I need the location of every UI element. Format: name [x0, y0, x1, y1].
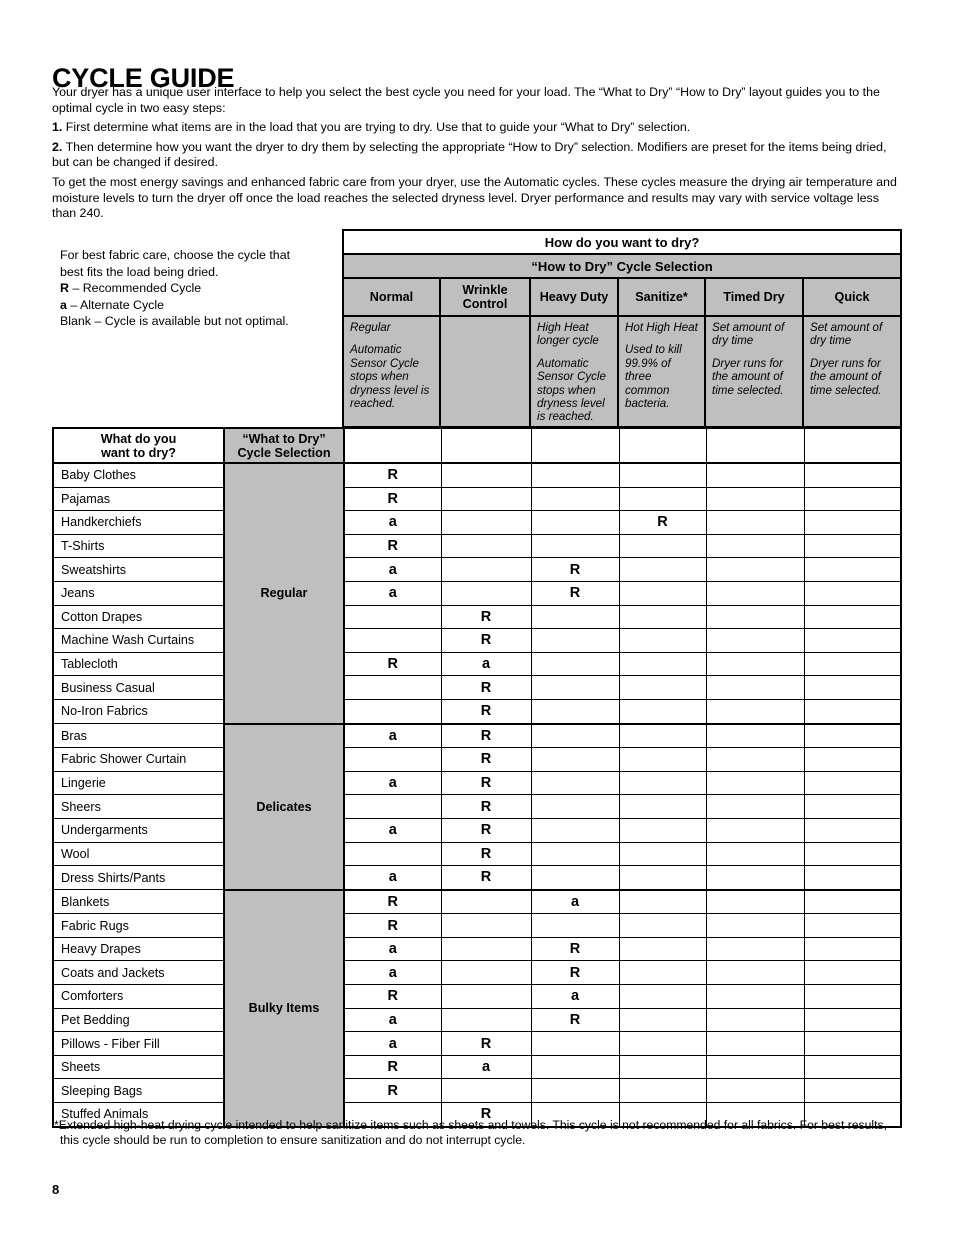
matrix-cell-blankets-normal: R: [344, 890, 441, 914]
matrix-cell-business-casual-timed-dry: [706, 676, 804, 700]
matrix-cell-tablecloth-timed-dry: [706, 652, 804, 676]
matrix-cell-machine-wash-curtains-heavy-duty: [531, 629, 619, 653]
matrix-cell-lingerie-heavy-duty: [531, 771, 619, 795]
matrix-cell-no-iron-fabrics-sanitize: [619, 699, 706, 723]
table-row: [53, 724, 901, 748]
table-row: [53, 605, 901, 629]
matrix-cell-t-shirts-heavy-duty: [531, 534, 619, 558]
matrix-cell-fabric-rugs-quick: [804, 914, 901, 938]
matrix-cell-business-casual-normal: [344, 676, 441, 700]
matrix-cell-dress-shirts-pants-normal: a: [344, 866, 441, 890]
matrix-cell-machine-wash-curtains-sanitize: [619, 629, 706, 653]
matrix-cell-fabric-shower-curtain-sanitize: [619, 748, 706, 772]
matrix-item-bras: Bras: [53, 724, 224, 748]
legend-r-text: – Recommended Cycle: [68, 281, 202, 296]
footnote: *Extended high-heat drying cycle intended to help sanitize items such as sheets and towels. This cycle is not recommended for all fabrics. For best results, this cycle should be run to completion to ensure sanitization and do not interrupt cycle.: [54, 1118, 888, 1148]
matrix-cell-t-shirts-sanitize: [619, 534, 706, 558]
matrix-cell-sleeping-bags-timed-dry: [706, 1079, 804, 1103]
matrix-cell-pet-bedding-normal: a: [344, 1008, 441, 1032]
matrix-cell-sheets-heavy-duty: [531, 1055, 619, 1079]
table-row: [53, 937, 901, 961]
matrix-item-undergarments: Undergarments: [53, 818, 224, 842]
how-to-dry-table: [342, 229, 902, 428]
matrix-cell-sleeping-bags-wrinkle-control: [441, 1079, 531, 1103]
step-one-text: First determine what items are in the load that you are trying to dry. Use that to guide your “What to Dry” selection.: [65, 120, 691, 135]
matrix-cell-sweatshirts-wrinkle-control: [441, 558, 531, 582]
matrix-cell-coats-and-jackets-timed-dry: [706, 961, 804, 985]
matrix-cell-t-shirts-quick: [804, 534, 901, 558]
matrix-header-group-line-1: “What to Dry”: [242, 431, 326, 446]
matrix-cell-cotton-drapes-timed-dry: [706, 605, 804, 629]
matrix-cell-heavy-drapes-normal: a: [344, 937, 441, 961]
matrix-header-group-line-2: Cycle Selection: [237, 445, 331, 460]
matrix-cell-jeans-quick: [804, 581, 901, 605]
how-column-header-wrinkle-control: Wrinkle Control: [440, 278, 530, 316]
how-description-gap: [350, 334, 434, 343]
matrix-cell-sleeping-bags-quick: [804, 1079, 901, 1103]
matrix-cell-t-shirts-normal: R: [344, 534, 441, 558]
how-column-description-normal: [343, 316, 440, 427]
matrix-cell-bras-timed-dry: [706, 724, 804, 748]
matrix-cell-undergarments-timed-dry: [706, 818, 804, 842]
matrix-cell-handkerchiefs-normal: a: [344, 511, 441, 535]
matrix-cell-no-iron-fabrics-heavy-duty: [531, 699, 619, 723]
matrix-group-label-delicates: Delicates: [224, 724, 344, 890]
how-description-heat-sanitize: Hot High Heat: [625, 321, 698, 334]
matrix-cell-sheers-timed-dry: [706, 795, 804, 819]
matrix-cell-handkerchiefs-wrinkle-control: [441, 511, 531, 535]
matrix-cell-coats-and-jackets-normal: a: [344, 961, 441, 985]
matrix-cell-heavy-drapes-quick: [804, 937, 901, 961]
matrix-item-baby-clothes: Baby Clothes: [53, 463, 224, 487]
matrix-cell-jeans-normal: a: [344, 581, 441, 605]
matrix-cell-handkerchiefs-timed-dry: [706, 511, 804, 535]
table-row: [53, 1008, 901, 1032]
matrix-cell-lingerie-quick: [804, 771, 901, 795]
intro-paragraph-4: To get the most energy savings and enhanced fabric care from your dryer, use the Automatic cycles. These cycles measure the drying air temperature and moisture levels to turn the dryer off once the load reaches the selected dryness level. Dryer performance and results may vary with service voltage less than 240.: [52, 174, 897, 221]
matrix-cell-dress-shirts-pants-quick: [804, 866, 901, 890]
matrix-cell-pet-bedding-timed-dry: [706, 1008, 804, 1032]
matrix-cell-business-casual-wrinkle-control: R: [441, 676, 531, 700]
table-row: [53, 699, 901, 723]
how-description-heat-normal: Regular: [350, 321, 391, 334]
matrix-cell-comforters-heavy-duty: a: [531, 985, 619, 1009]
matrix-item-comforters: Comforters: [53, 985, 224, 1009]
matrix-cell-baby-clothes-heavy-duty: [531, 463, 619, 487]
legend-intro-line-2: best fits the load being dried.: [60, 264, 219, 279]
matrix-cell-pillows-fiber-fill-heavy-duty: [531, 1032, 619, 1056]
how-column-description-heavy-duty: [530, 316, 618, 427]
matrix-cell-jeans-timed-dry: [706, 581, 804, 605]
matrix-cell-dress-shirts-pants-heavy-duty: [531, 866, 619, 890]
matrix-cell-bras-heavy-duty: [531, 724, 619, 748]
matrix-cell-pillows-fiber-fill-quick: [804, 1032, 901, 1056]
table-row: [53, 581, 901, 605]
matrix-cell-wool-normal: [344, 842, 441, 866]
matrix-cell-blankets-quick: [804, 890, 901, 914]
matrix-item-blankets: Blankets: [53, 890, 224, 914]
matrix-cell-coats-and-jackets-sanitize: [619, 961, 706, 985]
how-column-header-sanitize: Sanitize*: [618, 278, 705, 316]
matrix-header-spacer-quick: [804, 428, 901, 463]
matrix-cell-sweatshirts-timed-dry: [706, 558, 804, 582]
table-row: [53, 629, 901, 653]
matrix-cell-blankets-sanitize: [619, 890, 706, 914]
matrix-cell-baby-clothes-timed-dry: [706, 463, 804, 487]
how-description-body-quick: Dryer runs for the amount of time selected.: [810, 356, 882, 397]
table-row: [53, 961, 901, 985]
matrix-cell-pet-bedding-quick: [804, 1008, 901, 1032]
table-row: [53, 1032, 901, 1056]
how-banner: How do you want to dry?: [343, 230, 901, 254]
matrix-cell-fabric-shower-curtain-timed-dry: [706, 748, 804, 772]
matrix-group-label-regular: Regular: [224, 463, 344, 724]
matrix-cell-pajamas-normal: R: [344, 487, 441, 511]
matrix-cell-handkerchiefs-heavy-duty: [531, 511, 619, 535]
matrix-item-stuffed-animals: Stuffed Animals: [53, 1103, 224, 1127]
matrix-cell-tablecloth-sanitize: [619, 652, 706, 676]
how-column-description-wrinkle-control: [440, 316, 530, 427]
matrix-cell-sweatshirts-heavy-duty: R: [531, 558, 619, 582]
page-number: 8: [52, 1182, 60, 1197]
intro-text-block: [52, 85, 898, 226]
matrix-cell-fabric-shower-curtain-wrinkle-control: R: [441, 748, 531, 772]
matrix-cell-sheers-wrinkle-control: R: [441, 795, 531, 819]
matrix-cell-machine-wash-curtains-normal: [344, 629, 441, 653]
matrix-cell-fabric-shower-curtain-quick: [804, 748, 901, 772]
table-row: [53, 1079, 901, 1103]
matrix-cell-cotton-drapes-normal: [344, 605, 441, 629]
matrix-cell-comforters-normal: R: [344, 985, 441, 1009]
how-description-gap: [810, 348, 895, 357]
how-description-gap: [625, 334, 699, 343]
matrix-cell-bras-normal: a: [344, 724, 441, 748]
how-description-body-sanitize: Used to kill 99.9% of three common bacteria.: [625, 343, 682, 411]
table-row: [53, 866, 901, 890]
matrix-cell-sweatshirts-sanitize: [619, 558, 706, 582]
page-title: CYCLE GUIDE: [52, 63, 235, 94]
matrix-header-spacer-normal: [344, 428, 441, 463]
matrix-item-dress-shirts-pants: Dress Shirts/Pants: [53, 866, 224, 890]
matrix-group-label-bulky-items: Bulky Items: [224, 890, 344, 1127]
matrix-cell-wool-timed-dry: [706, 842, 804, 866]
matrix-cell-heavy-drapes-sanitize: [619, 937, 706, 961]
matrix-cell-handkerchiefs-sanitize: R: [619, 511, 706, 535]
matrix-item-sheers: Sheers: [53, 795, 224, 819]
matrix-cell-fabric-rugs-normal: R: [344, 914, 441, 938]
matrix-cell-dress-shirts-pants-timed-dry: [706, 866, 804, 890]
matrix-cell-pajamas-timed-dry: [706, 487, 804, 511]
matrix-item-cotton-drapes: Cotton Drapes: [53, 605, 224, 629]
matrix-item-sweatshirts: Sweatshirts: [53, 558, 224, 582]
matrix-cell-machine-wash-curtains-quick: [804, 629, 901, 653]
table-row: [53, 818, 901, 842]
matrix-cell-sheets-normal: R: [344, 1055, 441, 1079]
matrix-cell-heavy-drapes-wrinkle-control: [441, 937, 531, 961]
how-description-body-normal: Automatic Sensor Cycle stops when dryness level is reached.: [350, 343, 430, 411]
legend-a-key: a: [60, 297, 67, 312]
legend-a-text: – Alternate Cycle: [66, 297, 165, 312]
how-column-header-timed-dry: Timed Dry: [705, 278, 803, 316]
legend-r-key: R: [60, 281, 69, 296]
how-subbanner: “How to Dry” Cycle Selection: [343, 254, 901, 278]
matrix-cell-business-casual-quick: [804, 676, 901, 700]
matrix-cell-sheers-quick: [804, 795, 901, 819]
matrix-cell-no-iron-fabrics-normal: [344, 699, 441, 723]
table-row: [53, 771, 901, 795]
matrix-header-item-line-1: What do you: [100, 431, 177, 446]
matrix-header-row: [53, 428, 901, 463]
matrix-cell-pillows-fiber-fill-timed-dry: [706, 1032, 804, 1056]
matrix-cell-fabric-rugs-heavy-duty: [531, 914, 619, 938]
matrix-cell-sheers-heavy-duty: [531, 795, 619, 819]
matrix-item-business-casual: Business Casual: [53, 676, 224, 700]
table-row: [53, 748, 901, 772]
matrix-cell-sleeping-bags-heavy-duty: [531, 1079, 619, 1103]
matrix-cell-lingerie-normal: a: [344, 771, 441, 795]
matrix-cell-undergarments-sanitize: [619, 818, 706, 842]
matrix-cell-wool-heavy-duty: [531, 842, 619, 866]
how-description-heat-timed-dry: Set amount of dry time: [712, 321, 785, 348]
matrix-cell-pillows-fiber-fill-wrinkle-control: R: [441, 1032, 531, 1056]
matrix-item-machine-wash-curtains: Machine Wash Curtains: [53, 629, 224, 653]
matrix-item-fabric-rugs: Fabric Rugs: [53, 914, 224, 938]
matrix-item-t-shirts: T-Shirts: [53, 534, 224, 558]
table-row: [53, 511, 901, 535]
table-row: [53, 676, 901, 700]
matrix-item-jeans: Jeans: [53, 581, 224, 605]
matrix-cell-fabric-rugs-wrinkle-control: [441, 914, 531, 938]
how-subbanner-row: [343, 254, 901, 278]
matrix-item-fabric-shower-curtain: Fabric Shower Curtain: [53, 748, 224, 772]
matrix-cell-comforters-timed-dry: [706, 985, 804, 1009]
matrix-item-sleeping-bags: Sleeping Bags: [53, 1079, 224, 1103]
matrix-cell-sheets-wrinkle-control: a: [441, 1055, 531, 1079]
how-column-description-timed-dry: [705, 316, 803, 427]
matrix-cell-pillows-fiber-fill-normal: a: [344, 1032, 441, 1056]
matrix-cell-coats-and-jackets-quick: [804, 961, 901, 985]
matrix-cell-lingerie-sanitize: [619, 771, 706, 795]
matrix-item-tablecloth: Tablecloth: [53, 652, 224, 676]
legend-intro-line-1: For best fabric care, choose the cycle that: [60, 248, 291, 262]
matrix-cell-fabric-rugs-sanitize: [619, 914, 706, 938]
matrix-cell-coats-and-jackets-heavy-duty: R: [531, 961, 619, 985]
matrix-cell-business-casual-heavy-duty: [531, 676, 619, 700]
matrix-cell-sweatshirts-quick: [804, 558, 901, 582]
how-description-heat-quick: Set amount of dry time: [810, 321, 883, 348]
matrix-cell-no-iron-fabrics-quick: [804, 699, 901, 723]
matrix-cell-cotton-drapes-quick: [804, 605, 901, 629]
matrix-cell-blankets-heavy-duty: a: [531, 890, 619, 914]
matrix-cell-wool-quick: [804, 842, 901, 866]
matrix-cell-tablecloth-normal: R: [344, 652, 441, 676]
matrix-cell-t-shirts-wrinkle-control: [441, 534, 531, 558]
matrix-cell-heavy-drapes-heavy-duty: R: [531, 937, 619, 961]
matrix-cell-pajamas-sanitize: [619, 487, 706, 511]
matrix-cell-tablecloth-heavy-duty: [531, 652, 619, 676]
matrix-cell-machine-wash-curtains-timed-dry: [706, 629, 804, 653]
matrix-cell-sheets-quick: [804, 1055, 901, 1079]
matrix-item-lingerie: Lingerie: [53, 771, 224, 795]
matrix-cell-heavy-drapes-timed-dry: [706, 937, 804, 961]
matrix-cell-bras-wrinkle-control: R: [441, 724, 531, 748]
matrix-cell-sleeping-bags-normal: R: [344, 1079, 441, 1103]
matrix-header-spacer-sanitize: [619, 428, 706, 463]
how-column-header-quick: Quick: [803, 278, 901, 316]
legend-blank: Blank – Cycle is available but not optimal.: [60, 314, 289, 329]
matrix-cell-pet-bedding-heavy-duty: R: [531, 1008, 619, 1032]
table-row: [53, 890, 901, 914]
how-description-body-timed-dry: Dryer runs for the amount of time selected.: [712, 356, 784, 397]
matrix-cell-machine-wash-curtains-wrinkle-control: R: [441, 629, 531, 653]
matrix-cell-comforters-sanitize: [619, 985, 706, 1009]
matrix-cell-sweatshirts-normal: a: [344, 558, 441, 582]
how-column-header-heavy-duty: Heavy Duty: [530, 278, 618, 316]
matrix-cell-no-iron-fabrics-timed-dry: [706, 699, 804, 723]
table-row: [53, 985, 901, 1009]
matrix-cell-business-casual-sanitize: [619, 676, 706, 700]
matrix-cell-pillows-fiber-fill-sanitize: [619, 1032, 706, 1056]
matrix-cell-wool-sanitize: [619, 842, 706, 866]
matrix-cell-handkerchiefs-quick: [804, 511, 901, 535]
matrix-cell-pajamas-heavy-duty: [531, 487, 619, 511]
how-description-body-heavy-duty: Automatic Sensor Cycle stops when dryness level is reached.: [537, 356, 606, 424]
matrix-item-pet-bedding: Pet Bedding: [53, 1008, 224, 1032]
matrix-header-item-line-2: want to dry?: [101, 445, 176, 460]
matrix-cell-pajamas-wrinkle-control: [441, 487, 531, 511]
intro-paragraph-3: [52, 140, 898, 171]
what-to-dry-matrix-table: [52, 427, 902, 1128]
matrix-cell-lingerie-wrinkle-control: R: [441, 771, 531, 795]
matrix-cell-stuffed-animals-wrinkle-control: R: [441, 1103, 531, 1127]
matrix-header-item: [53, 428, 224, 463]
matrix-item-heavy-drapes: Heavy Drapes: [53, 937, 224, 961]
matrix-cell-jeans-wrinkle-control: [441, 581, 531, 605]
matrix-item-wool: Wool: [53, 842, 224, 866]
how-description-gap: [537, 348, 612, 357]
matrix-cell-coats-and-jackets-wrinkle-control: [441, 961, 531, 985]
matrix-cell-tablecloth-quick: [804, 652, 901, 676]
matrix-cell-sleeping-bags-sanitize: [619, 1079, 706, 1103]
matrix-cell-fabric-rugs-timed-dry: [706, 914, 804, 938]
matrix-item-handkerchiefs: Handkerchiefs: [53, 511, 224, 535]
how-description-heat-heavy-duty: High Heat longer cycle: [537, 321, 599, 348]
legend-block: [60, 247, 336, 330]
how-column-header-normal: Normal: [343, 278, 440, 316]
matrix-cell-baby-clothes-sanitize: [619, 463, 706, 487]
matrix-cell-bras-sanitize: [619, 724, 706, 748]
step-two-number: 2.: [52, 139, 63, 154]
table-row: [53, 534, 901, 558]
matrix-item-pillows-fiber-fill: Pillows - Fiber Fill: [53, 1032, 224, 1056]
matrix-cell-wool-wrinkle-control: R: [441, 842, 531, 866]
legend-recommended: [60, 280, 336, 297]
matrix-cell-cotton-drapes-wrinkle-control: R: [441, 605, 531, 629]
intro-paragraph-1: Your dryer has a unique user interface to help you select the best cycle you need for your load. The “What to Dry” “How to Dry” layout guides you to the optimal cycle in two easy steps:: [52, 85, 880, 115]
matrix-cell-undergarments-wrinkle-control: R: [441, 818, 531, 842]
table-row: [53, 795, 901, 819]
matrix-cell-comforters-wrinkle-control: [441, 985, 531, 1009]
table-row: [53, 842, 901, 866]
matrix-cell-sheets-timed-dry: [706, 1055, 804, 1079]
matrix-cell-undergarments-heavy-duty: [531, 818, 619, 842]
matrix-cell-no-iron-fabrics-wrinkle-control: R: [441, 699, 531, 723]
matrix-cell-baby-clothes-normal: R: [344, 463, 441, 487]
matrix-cell-cotton-drapes-heavy-duty: [531, 605, 619, 629]
legend-alternate: [60, 297, 336, 314]
matrix-header-spacer-wrinkle-control: [441, 428, 531, 463]
how-description-row: [343, 316, 901, 427]
matrix-cell-jeans-heavy-duty: R: [531, 581, 619, 605]
matrix-item-coats-and-jackets: Coats and Jackets: [53, 961, 224, 985]
matrix-cell-dress-shirts-pants-wrinkle-control: R: [441, 866, 531, 890]
how-banner-row: [343, 230, 901, 254]
matrix-cell-bras-quick: [804, 724, 901, 748]
step-two-text: Then determine how you want the dryer to dry them by selecting the appropriate “How to Dry” selection. Modifiers are preset for the items being dried, but can be changed if desired.: [52, 139, 887, 170]
matrix-cell-comforters-quick: [804, 985, 901, 1009]
matrix-cell-baby-clothes-wrinkle-control: [441, 463, 531, 487]
matrix-header-spacer-timed-dry: [706, 428, 804, 463]
matrix-cell-t-shirts-timed-dry: [706, 534, 804, 558]
step-one-number: 1.: [52, 120, 63, 135]
matrix-cell-undergarments-normal: a: [344, 818, 441, 842]
matrix-cell-undergarments-quick: [804, 818, 901, 842]
matrix-header-spacer-heavy-duty: [531, 428, 619, 463]
matrix-cell-blankets-wrinkle-control: [441, 890, 531, 914]
matrix-item-sheets: Sheets: [53, 1055, 224, 1079]
intro-paragraph-2: [52, 120, 898, 136]
how-column-header-row: [343, 278, 901, 316]
matrix-cell-dress-shirts-pants-sanitize: [619, 866, 706, 890]
table-row: [53, 914, 901, 938]
how-description-gap: [712, 348, 797, 357]
matrix-cell-pet-bedding-wrinkle-control: [441, 1008, 531, 1032]
how-column-description-sanitize: [618, 316, 705, 427]
matrix-cell-jeans-sanitize: [619, 581, 706, 605]
table-row: [53, 463, 901, 487]
matrix-cell-pet-bedding-sanitize: [619, 1008, 706, 1032]
table-row: [53, 487, 901, 511]
matrix-cell-pajamas-quick: [804, 487, 901, 511]
matrix-cell-fabric-shower-curtain-heavy-duty: [531, 748, 619, 772]
matrix-cell-fabric-shower-curtain-normal: [344, 748, 441, 772]
matrix-cell-baby-clothes-quick: [804, 463, 901, 487]
matrix-cell-blankets-timed-dry: [706, 890, 804, 914]
table-row: [53, 1055, 901, 1079]
table-row: [53, 652, 901, 676]
matrix-cell-lingerie-timed-dry: [706, 771, 804, 795]
matrix-cell-sheers-normal: [344, 795, 441, 819]
matrix-item-no-iron-fabrics: No-Iron Fabrics: [53, 699, 224, 723]
matrix-header-group: [224, 428, 344, 463]
matrix-cell-sheers-sanitize: [619, 795, 706, 819]
how-column-description-quick: [803, 316, 901, 427]
matrix-cell-sheets-sanitize: [619, 1055, 706, 1079]
matrix-cell-cotton-drapes-sanitize: [619, 605, 706, 629]
matrix-item-pajamas: Pajamas: [53, 487, 224, 511]
table-row: [53, 558, 901, 582]
matrix-cell-tablecloth-wrinkle-control: a: [441, 652, 531, 676]
